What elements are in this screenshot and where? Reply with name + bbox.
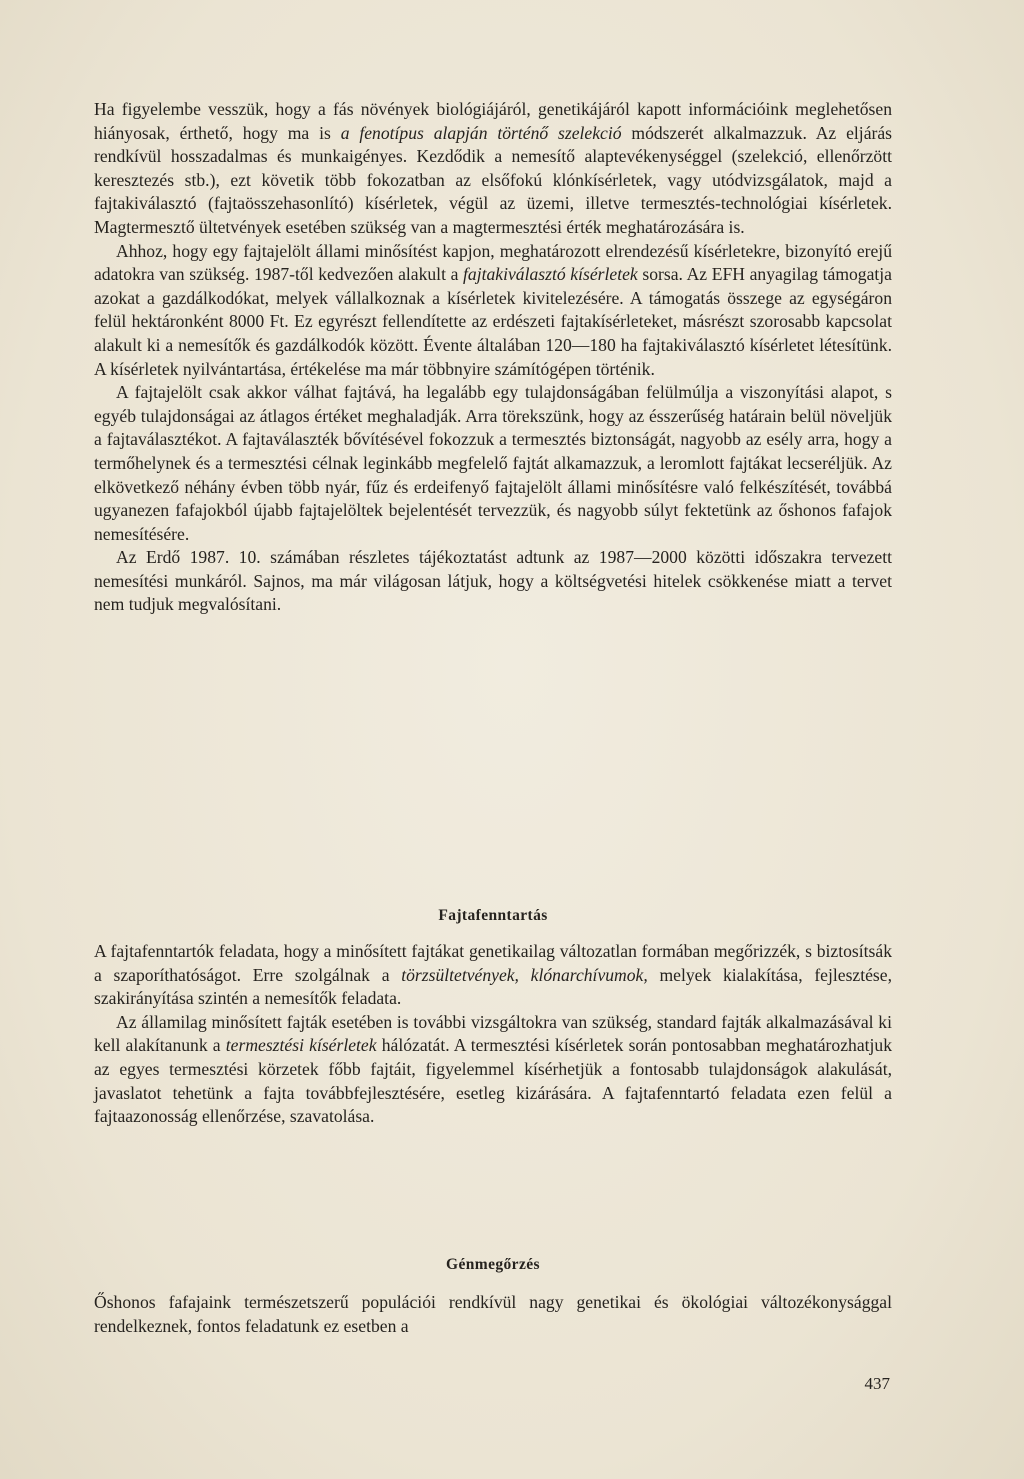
paragraph: Őshonos fafajaink természetszerű populációi rendkívül nagy genetikai és ökológiai változékonysággal rendelkeznek, fontos feladatunk ez esetben a bbox=[94, 1292, 892, 1336]
paragraph: A fajtajelölt csak akkor válhat fajtává, ha legalább egy tulajdonságában felülmúlja a viszonyítási alapot, s egyéb tulajdonságai az átlagos értéket meghaladják. Arra törekszünk, hogy az ésszerűség határain belül növeljük a fajtaválasztékot. A fajtaválaszték bővítésével fokozzuk a termesztés biztonságát, nagyobb az esély arra, hogy a termőhelynek és a termesztési célnak leginkább megfelelő fajtát alkamazzuk, a leromlott fajtákat lecseréljük. Az elkövetkező néhány évben több nyár, fűz és erdeifenyő fajtajelölt állami minősítésre való felkészítését, továbbá ugyanezen fafajokból újabb fajtajelöltek bejelentését tervezzük, és nagyobb súlyt fektetünk az őshonos fafajok nemesítésére. bbox=[94, 382, 892, 544]
paragraph: A fajtafenntartók feladata, hogy a minősített fajtákat genetikailag változatlan formában megőrizzék, s biztosítsák a szaporíthatóságot. Erre szolgálnak a törzsültetvények, klónarchívumok, melyek kialakítása, fejlesztése, szakirányítása szintén a nemesítők feladata. bbox=[94, 941, 892, 1009]
emphasized-term: törzsültetvények, klónarchívumok, bbox=[401, 964, 648, 985]
section-heading-genmegorzes: Génmegőrzés bbox=[446, 1256, 540, 1273]
emphasized-term: termesztési kísérletek bbox=[225, 1035, 377, 1056]
emphasized-term: fajtakiválasztó kísérletek bbox=[463, 264, 638, 285]
intro-section bbox=[94, 98, 892, 617]
paragraph: Ahhoz, hogy egy fajtajelölt állami minősítést kapjon, meghatározott elrendezésű kísérletekre, bizonyító erejű adatokra van szükség. 1987-től kedvezően alakult a fajtakiválasztó kísérletek sorsa. Az EFH anyagilag támogatja azokat a gazdálkodókat, melyek vállalkoznak a kísérletek kivitelezésére. A támogatás összege az egységáron felül hektáronként 8000 Ft. Ez egyrészt fellendítette az erdészeti fajtakísérleteket, másrészt szorosabb kapcsolat alakult ki a nemesítők és gazdálkodók között. Évente általában 120—180 ha fajtakiválasztó kísérletet létesítünk. A kísérletek nyilvántartása, értékelése ma már többnyire számítógépen történik. bbox=[94, 240, 892, 379]
page-number: 437 bbox=[864, 1374, 890, 1393]
paragraph: Ha figyelembe vesszük, hogy a fás növények biológiájáról, genetikájáról kapott információink meglehetősen hiányosak, érthető, hogy ma is a fenotípus alapján történő szelekció módszerét alkalmazzuk. Az eljárás rendkívül hosszadalmas és munkaigényes. Kezdődik a nemesítő alaptevékenységgel (szelekció, ellenőrzött keresztezés stb.), ezt követik több fokozatban az elsőfokú klónkísérletek, vagy utódvizsgálatok, majd a fajtakiválasztó (fajtaösszehasonlító) kísérletek, végül az üzemi, illetve termesztés-technológiai kísérletek. Magtermesztő ültetvények esetében szükség van a magtermesztési érték meghatározására is. bbox=[94, 99, 893, 237]
emphasized-term: a fenotípus alapján történő szelekció bbox=[340, 122, 622, 143]
paragraph: Az Erdő 1987. 10. számában részletes tájékoztatást adtunk az 1987—2000 közötti időszakra tervezett nemesítési munkáról. Sajnos, ma már világosan látjuk, hogy a költségvetési hitelek csökkenése miatt a tervet nem tudjuk megvalósítani. bbox=[94, 547, 892, 615]
paragraph: Az államilag minősített fajták esetében is további vizsgáltokra van szükség, standard fajták alkalmazásával ki kell alakítanunk a termesztési kísérletek hálózatát. A termesztési kísérletek során pontosabban meghatározhatjuk az egyes termesztési körzetek főbb fajtáit, figyelemmel kísérhetjük a fontosabb tulajdonságok alakulását, javaslatot tehetünk a fajta továbbfejlesztésére, esetleg kizárására. A fajtafenntartó feladata ezen felül a fajtaazonosság ellenőrzése, szavatolása. bbox=[94, 1011, 892, 1127]
genmegorzes-section bbox=[94, 1291, 892, 1338]
fajtafenntartas-section bbox=[94, 940, 892, 1129]
section-heading-fajtafenntartas: Fajtafenntartás bbox=[438, 907, 548, 924]
